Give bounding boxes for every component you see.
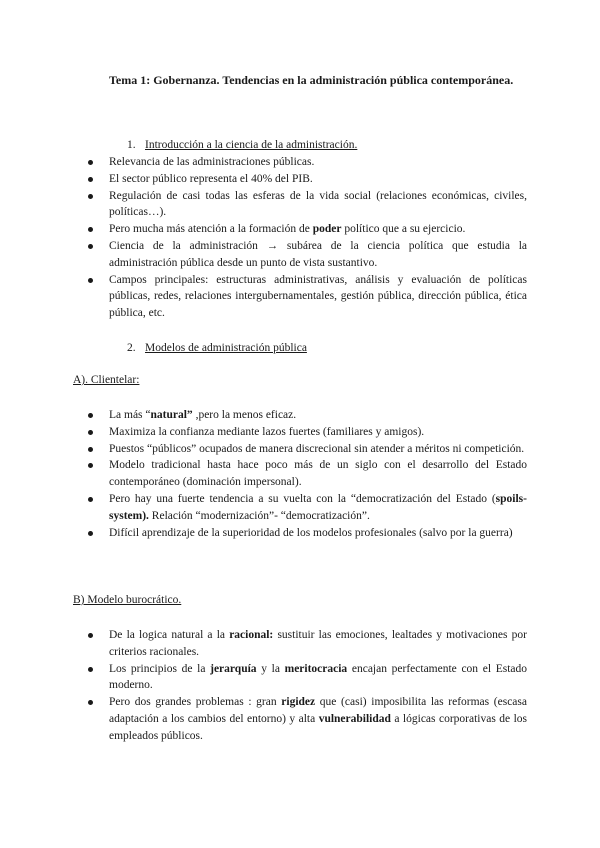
list-item bbox=[0, 171, 527, 188]
list-item bbox=[0, 272, 527, 322]
text: La más “ bbox=[109, 409, 151, 421]
bullet-icon bbox=[88, 497, 93, 502]
bullet-icon bbox=[88, 244, 93, 249]
text: ,pero la menos eficaz. bbox=[192, 409, 297, 421]
bullet-icon bbox=[88, 463, 93, 468]
list-item bbox=[0, 491, 527, 525]
text: Pero dos grandes problemas : gran bbox=[109, 696, 282, 709]
bullet-icon bbox=[88, 177, 93, 182]
list-item bbox=[0, 238, 527, 272]
text: Ciencia de la administración → subárea de la ciencia política que estudia la administración pública desde un punto de vista sustantivo. bbox=[109, 239, 527, 269]
text: De la logica natural a la bbox=[109, 629, 230, 641]
subsection-a-bullet-list bbox=[0, 407, 600, 541]
section-1-heading bbox=[127, 139, 357, 151]
bold-text: meritocracia bbox=[284, 662, 348, 675]
list-item bbox=[0, 694, 527, 744]
subsection-b-heading: B) Modelo burocrático. bbox=[73, 594, 182, 606]
text: Puestos “públicos” ocupados de manera discrecional sin atender a méritos ni competición. bbox=[109, 442, 525, 455]
list-item bbox=[0, 661, 527, 695]
bullet-icon bbox=[88, 447, 93, 452]
text: Los principios de la bbox=[109, 662, 211, 675]
list-item bbox=[0, 424, 527, 441]
bold-text: jerarquía bbox=[210, 662, 257, 675]
bold-text: natural” bbox=[150, 409, 193, 421]
bullet-icon bbox=[88, 160, 93, 165]
text: Pero mucha más atención a la formación de bbox=[109, 223, 313, 236]
list-item bbox=[0, 525, 527, 542]
text: Regulación de casi todas las esferas de la vida social (relaciones económicas, civiles, políticas…). bbox=[109, 189, 527, 219]
bullet-icon bbox=[88, 667, 93, 672]
list-item bbox=[0, 188, 527, 222]
bold-text: racional: bbox=[229, 629, 274, 641]
bullet-icon bbox=[88, 194, 93, 199]
bold-text: vulnerabilidad bbox=[318, 712, 391, 725]
list-item bbox=[0, 441, 527, 458]
section-2-heading bbox=[127, 342, 307, 354]
text: a lógicas corporativas de los empleados públicos. bbox=[109, 712, 527, 742]
text: que (casi) imposibilita las reformas (escasa adaptación a los cambios del entorno) y alta bbox=[109, 696, 527, 725]
section-1-number: 1. bbox=[127, 139, 136, 151]
text: sustituir las emociones, lealtades y motivaciones por criterios racionales. bbox=[109, 629, 527, 658]
bold-text: rigidez bbox=[281, 696, 316, 709]
text: y la bbox=[256, 662, 285, 675]
text: Campos principales: estructuras administrativas, análisis y evaluación de políticas públicas, redes, relaciones intergubernamentales, gestión pública, dirección pública, ética pública, etc. bbox=[109, 273, 527, 320]
text: Maximiza la confianza mediante lazos fuertes (familiares y amigos). bbox=[109, 425, 425, 438]
subsection-a-heading: A). Clientelar: bbox=[73, 374, 140, 386]
list-item bbox=[0, 457, 527, 491]
text: Relación “modernización”- “democratización”. bbox=[148, 509, 370, 522]
text: Pero hay una fuerte tendencia a su vuelta con la “democratización del Estado ( bbox=[109, 492, 496, 505]
section-1-title: Introducción a la ciencia de la administración. bbox=[145, 139, 358, 151]
subsection-b-bullet-list bbox=[0, 627, 600, 745]
bullet-icon bbox=[88, 633, 93, 638]
list-item bbox=[0, 627, 527, 661]
text: político que a su ejercicio. bbox=[341, 223, 466, 236]
bold-text: spoils-system). bbox=[109, 492, 527, 522]
text: Difícil aprendizaje de la superioridad de los modelos profesionales (salvo por la guerra) bbox=[109, 526, 513, 539]
bullet-icon bbox=[88, 430, 93, 435]
bullet-icon bbox=[88, 278, 93, 283]
list-item bbox=[0, 154, 527, 171]
text: Modelo tradicional hasta hace poco más de un siglo con el desarrollo del Estado contemporáneo (dominación impersonal). bbox=[109, 459, 527, 489]
bullet-icon bbox=[88, 700, 93, 705]
text: Relevancia de las administraciones públicas. bbox=[109, 156, 315, 168]
text: encajan perfectamente con el Estado moderno. bbox=[109, 662, 527, 692]
list-item bbox=[0, 407, 527, 424]
bullet-icon bbox=[88, 531, 93, 536]
text: El sector público representa el 40% del PIB. bbox=[109, 172, 313, 185]
bullet-icon bbox=[88, 227, 93, 232]
section-1-bullet-list bbox=[0, 154, 600, 322]
document-title: Tema 1: Gobernanza. Tendencias en la administración pública contemporánea. bbox=[109, 73, 514, 87]
bold-text: poder bbox=[312, 223, 342, 236]
section-2-title: Modelos de administración pública bbox=[145, 342, 307, 354]
section-2-number: 2. bbox=[127, 342, 136, 354]
bullet-icon bbox=[88, 413, 93, 418]
list-item bbox=[0, 221, 527, 238]
